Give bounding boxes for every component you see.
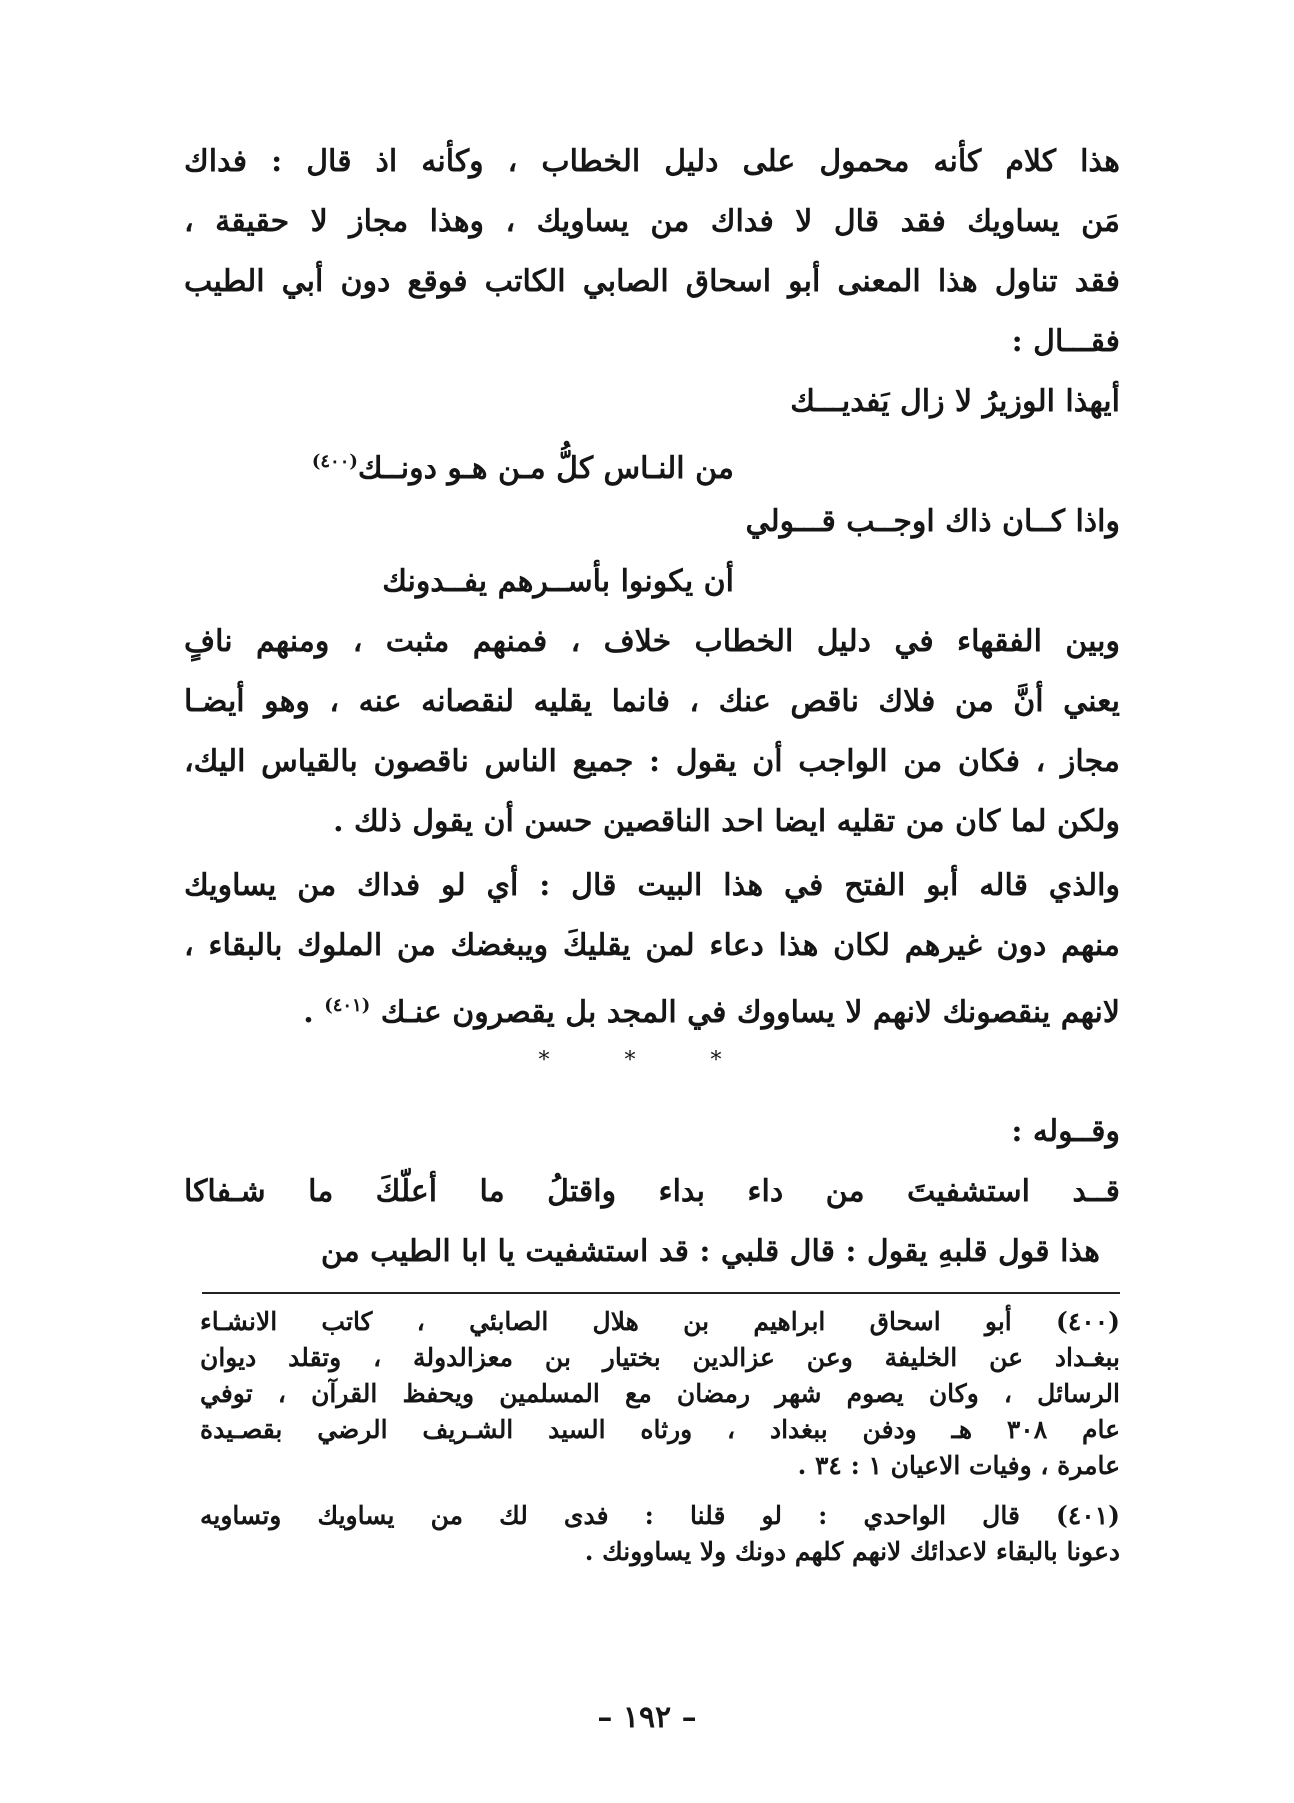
paragraph-line: وقــوله :: [1011, 1114, 1120, 1149]
poem-verse-text: من النـاس كلُّ مـن هـو دونــك: [357, 451, 734, 486]
paragraph-line: وبين الفقهاء في دليل الخطاب خلاف ، فمنهم مثبت ، ومنهم نافٍ: [184, 624, 1120, 659]
paragraph-line: ولكن لما كان من تقليه ايضا احد الناقصين حسن أن يقول ذلك .: [333, 804, 1120, 839]
paragraph-line: هذا كلام كأنه محمول على دليل الخطاب ، وكأنه اذ قال : فداك: [184, 144, 1120, 179]
footnote-line: (٤٠١) قال الواحدي : لو قلنا : فدى لك من يساويك وتساويه: [200, 1501, 1120, 1530]
footnote-reference: (٤٠٠): [311, 451, 358, 472]
footnote-line: عام ٣٠٨ هـ ودفن ببغداد ، ورثاه السيد الشـريف الرضي بقصـيدة: [200, 1415, 1121, 1444]
paragraph-line: فقد تناول هذا المعنى أبو اسحاق الصابي الكاتب فوقع دون أبي الطيب: [184, 264, 1120, 299]
section-separator: * * *: [538, 1048, 756, 1073]
poem-verse: [312, 442, 734, 489]
paragraph-line: [303, 986, 1120, 1033]
footnote-line: عامرة ، وفيات الاعيان ١ : ٣٤ .: [797, 1451, 1120, 1480]
poem-verse: أيهذا الوزيرُ لا زال يَفديـــك: [790, 384, 1120, 419]
poem-verse: أن يكونوا بأســرهم يفــدونك: [382, 564, 734, 599]
paragraph-line: يعني أنَّ من فلاك ناقص عنك ، فانما يقليه لنقصانه عنه ، وهو أيضـا: [184, 684, 1120, 719]
footnote-line: (٤٠٠) أبو اسحاق ابراهيم بن هلال الصابئي ، كاتب الانشـاء: [200, 1307, 1120, 1336]
paragraph-text: لانهم ينقصونك لانهم لا يساووك في المجد بل يقصرون عنـك: [380, 995, 1120, 1030]
paragraph-line: فقـــال :: [1011, 324, 1120, 359]
paragraph-end: .: [303, 995, 314, 1030]
footnote-line: دعونا بالبقاء لاعدائك لانهم كلهم دونك ولا يساوونك .: [584, 1537, 1120, 1566]
paragraph-line: والذي قاله أبو الفتح في هذا البيت قال : أي لو فداك من يساويك: [184, 868, 1120, 903]
poem-verse: واذا كــان ذاك اوجــب قـــولي: [745, 504, 1120, 539]
footnote-line: ببغـداد عن الخليفة وعن عزالدين بختيار بن معزالدولة ، وتقلد ديوان: [200, 1343, 1120, 1372]
footnote-line: الرسائل ، وكان يصوم شهر رمضان مع المسلمين ويحفظ القرآن ، توفي: [200, 1379, 1120, 1408]
paragraph-line: مجاز ، فكان من الواجب أن يقول : جميع الناس ناقصون بالقياس اليك،: [184, 744, 1120, 779]
poem-verse: قــد استشفيتَ من داء بداء واقتلُ ما أعلّكَ ما شـفاكا: [184, 1174, 1120, 1209]
footnote-divider: [202, 1292, 1120, 1294]
page-number: – ١٩٢ –: [597, 1700, 697, 1735]
paragraph-line: مَن يساويك فقد قال لا فداك من يساويك ، وهذا مجاز لا حقيقة ،: [184, 204, 1120, 239]
paragraph-line: منهم دون غيرهم لكان هذا دعاء لمن يقليكَ ويبغضك من الملوك بالبقاء ،: [184, 928, 1120, 963]
paragraph-line: هذا قول قلبهِ يقول : قال قلبي : قد استشفيت يا ابا الطيب من: [320, 1234, 1100, 1269]
footnote-reference: (٤٠١): [324, 995, 371, 1016]
